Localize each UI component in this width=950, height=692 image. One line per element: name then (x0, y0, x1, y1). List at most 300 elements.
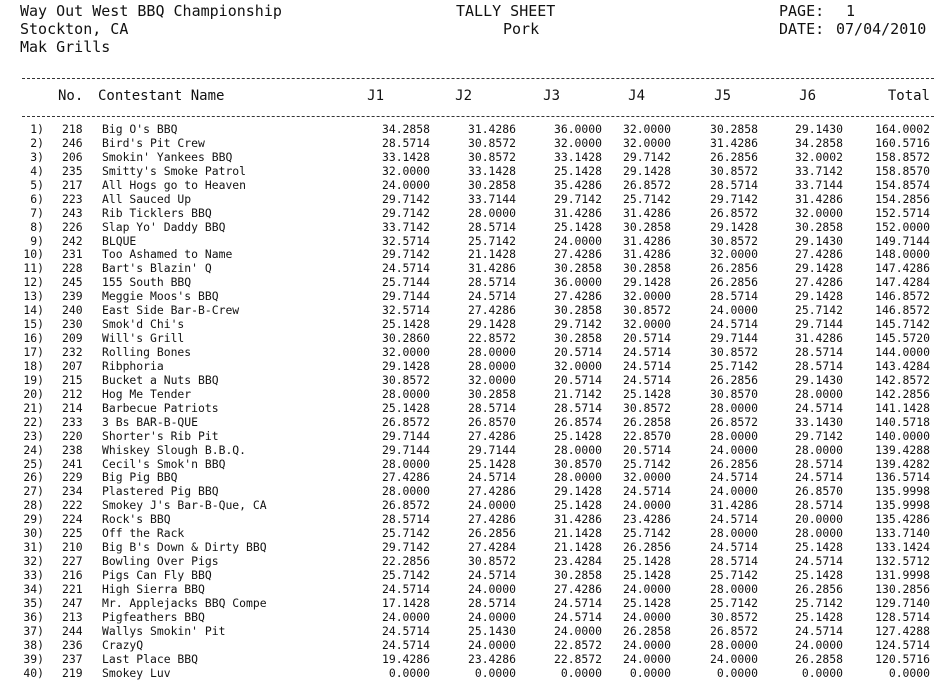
judge-6-score: 24.5714 (794, 400, 843, 415)
judge-5-score: 25.7142 (709, 595, 758, 610)
judge-4-score: 26.2858 (622, 623, 671, 638)
total-score: 0.0000 (888, 665, 930, 680)
judge-4-score: 24.5714 (622, 484, 671, 499)
contestant-number: 222 (62, 498, 83, 513)
contestant-number: 216 (62, 568, 83, 582)
judge-3-score: 29.7142 (553, 317, 602, 332)
table-row (0, 527, 950, 541)
contestant-number: 223 (62, 191, 83, 206)
judge-5-score: 28.0000 (709, 637, 758, 652)
judge-2-score: 24.0000 (467, 637, 516, 652)
total-score: 147.4284 (875, 275, 930, 290)
judge-2-score: 25.7142 (467, 233, 516, 248)
judge-5-score: 29.7144 (709, 331, 758, 346)
contestant-number: 214 (62, 400, 83, 415)
contestant-number: 230 (62, 317, 83, 332)
row-rank: 25) (23, 456, 44, 471)
contestant-number: 240 (62, 303, 83, 318)
judge-6-score: 25.7142 (794, 595, 843, 610)
judge-2-score: 30.2858 (467, 386, 516, 401)
judge-3-score: 27.4286 (553, 581, 602, 596)
judge-6-score: 0.0000 (801, 665, 843, 680)
row-rank: 38) (23, 637, 44, 652)
page-label: PAGE: (779, 2, 825, 20)
judge-6-score: 31.4286 (794, 191, 843, 206)
judge-5-score: 30.8572 (709, 345, 758, 359)
table-row (0, 639, 950, 653)
judge-1-score: 32.0000 (381, 345, 430, 359)
judge-6-score: 26.2858 (794, 651, 843, 666)
judge-5-score: 28.5714 (709, 177, 758, 192)
judge-3-score: 26.8574 (553, 414, 602, 429)
judge-2-score: 22.8572 (467, 331, 516, 346)
total-score: 141.1428 (875, 400, 930, 415)
table-row (0, 151, 950, 165)
judge-5-score: 26.2856 (709, 261, 758, 276)
contestant-number: 228 (62, 261, 83, 276)
total-score: 145.5720 (875, 331, 930, 346)
total-score: 127.4288 (875, 623, 930, 638)
row-rank: 34) (23, 581, 44, 596)
contestant-number: 226 (62, 219, 83, 234)
judge-4-score: 26.2856 (622, 540, 671, 555)
row-rank: 37) (23, 623, 44, 638)
table-row (0, 471, 950, 485)
contestant-name: Smokin' Yankees BBQ (102, 149, 233, 164)
contestant-number: 231 (62, 247, 83, 262)
table-row (0, 137, 950, 151)
total-score: 133.7140 (875, 526, 930, 541)
judge-5-score: 28.0000 (709, 428, 758, 443)
judge-3-score: 30.2858 (553, 261, 602, 276)
judge-4-score: 24.0000 (622, 609, 671, 624)
col-j6-header: J6 (799, 88, 816, 104)
table-row (0, 541, 950, 555)
judge-2-score: 31.4286 (467, 122, 516, 136)
row-rank: 19) (23, 372, 44, 387)
contestant-number: 215 (62, 372, 83, 387)
table-row (0, 597, 950, 611)
header-divider (22, 116, 934, 117)
judge-3-score: 28.0000 (553, 470, 602, 485)
judge-1-score: 29.7142 (381, 191, 430, 206)
judge-3-score: 29.1428 (553, 484, 602, 499)
contestant-number: 247 (62, 595, 83, 610)
judge-6-score: 24.5714 (794, 623, 843, 638)
judge-2-score: 25.1428 (467, 456, 516, 471)
contestant-name: Off the Rack (102, 526, 185, 541)
table-row (0, 416, 950, 430)
table-row (0, 569, 950, 583)
judge-5-score: 28.0000 (709, 400, 758, 415)
row-rank: 5) (30, 177, 44, 192)
row-rank: 24) (23, 442, 44, 457)
judge-5-score: 25.7142 (709, 358, 758, 373)
table-row (0, 332, 950, 346)
contestant-number: 237 (62, 651, 83, 666)
judge-2-score: 26.8570 (467, 414, 516, 429)
row-rank: 32) (23, 554, 44, 569)
judge-1-score: 28.5714 (381, 512, 430, 527)
judge-1-score: 33.1428 (381, 149, 430, 164)
contestant-name: CrazyQ (102, 637, 144, 652)
judge-1-score: 25.1428 (381, 317, 430, 332)
judge-2-score: 24.5714 (467, 289, 516, 304)
judge-5-score: 26.8572 (709, 414, 758, 429)
judge-6-score: 26.2856 (794, 581, 843, 596)
judge-2-score: 33.7144 (467, 191, 516, 206)
table-row (0, 290, 950, 304)
total-score: 152.5714 (875, 205, 930, 220)
judge-3-score: 22.8572 (553, 637, 602, 652)
judge-1-score: 24.5714 (381, 261, 430, 276)
contestant-name: Whiskey Slough B.B.Q. (102, 442, 247, 457)
table-row (0, 388, 950, 402)
total-score: 147.4286 (875, 261, 930, 276)
contestant-name: Big Pig BBQ (102, 470, 178, 485)
contestant-name: BLQUE (102, 233, 137, 248)
contestant-name: Pigs Can Fly BBQ (102, 568, 212, 582)
contestant-number: 221 (62, 581, 83, 596)
judge-4-score: 29.1428 (622, 275, 671, 290)
table-row (0, 374, 950, 388)
judge-6-score: 29.7144 (794, 317, 843, 332)
contestant-name: Smokey J's Bar-B-Que, CA (102, 498, 267, 513)
judge-3-score: 24.0000 (553, 623, 602, 638)
row-rank: 28) (23, 498, 44, 513)
contestant-name: Plastered Pig BBQ (102, 484, 219, 499)
judge-5-score: 30.8572 (709, 233, 758, 248)
table-row (0, 458, 950, 472)
judge-1-score: 26.8572 (381, 414, 430, 429)
judge-2-score: 28.5714 (467, 400, 516, 415)
judge-2-score: 26.2856 (467, 526, 516, 541)
judge-2-score: 28.0000 (467, 358, 516, 373)
judge-4-score: 25.7142 (622, 456, 671, 471)
judge-5-score: 26.2856 (709, 149, 758, 164)
judge-6-score: 24.0000 (794, 637, 843, 652)
table-row (0, 179, 950, 193)
total-score: 148.0000 (875, 247, 930, 262)
judge-3-score: 30.2858 (553, 568, 602, 582)
judge-4-score: 32.0000 (622, 122, 671, 136)
row-rank: 27) (23, 484, 44, 499)
contestant-number: 212 (62, 386, 83, 401)
contestant-number: 239 (62, 289, 83, 304)
judge-6-score: 29.7142 (794, 428, 843, 443)
judge-2-score: 27.4286 (467, 428, 516, 443)
judge-1-score: 25.1428 (381, 400, 430, 415)
contestant-name: All Sauced Up (102, 191, 192, 206)
judge-6-score: 24.5714 (794, 470, 843, 485)
judge-6-score: 28.0000 (794, 526, 843, 541)
total-score: 149.7144 (875, 233, 930, 248)
judge-4-score: 31.4286 (622, 233, 671, 248)
judge-2-score: 30.2858 (467, 177, 516, 192)
row-rank: 26) (23, 470, 44, 485)
judge-5-score: 30.2858 (709, 122, 758, 136)
judge-6-score: 34.2858 (794, 135, 843, 150)
judge-2-score: 30.8572 (467, 149, 516, 164)
contestant-name: Big O's BBQ (102, 122, 178, 136)
category-name: Pork (503, 20, 540, 38)
judge-6-score: 25.1428 (794, 568, 843, 582)
judge-3-score: 23.4284 (553, 554, 602, 569)
contestant-name: Bird's Pit Crew (102, 135, 205, 150)
total-score: 135.4286 (875, 512, 930, 527)
judge-1-score: 29.7144 (381, 289, 430, 304)
contestant-name: Last Place BBQ (102, 651, 199, 666)
date-label: DATE: (779, 20, 825, 38)
row-rank: 12) (23, 275, 44, 290)
row-rank: 8) (30, 219, 44, 234)
judge-2-score: 25.1430 (467, 623, 516, 638)
judge-4-score: 20.5714 (622, 331, 671, 346)
judge-3-score: 28.5714 (553, 400, 602, 415)
col-name-header: Contestant Name (98, 88, 225, 104)
judge-2-score: 29.1428 (467, 317, 516, 332)
judge-2-score: 24.5714 (467, 568, 516, 582)
judge-2-score: 27.4284 (467, 540, 516, 555)
row-rank: 31) (23, 540, 44, 555)
judge-3-score: 25.1428 (553, 498, 602, 513)
judge-5-score: 30.8570 (709, 386, 758, 401)
judge-4-score: 25.7142 (622, 191, 671, 206)
judge-2-score: 0.0000 (474, 665, 516, 680)
judge-3-score: 32.0000 (553, 135, 602, 150)
row-rank: 3) (30, 149, 44, 164)
row-rank: 39) (23, 651, 44, 666)
judge-4-score: 30.8572 (622, 400, 671, 415)
judge-2-score: 27.4286 (467, 512, 516, 527)
judge-3-score: 22.8572 (553, 651, 602, 666)
contestant-number: 242 (62, 233, 83, 248)
judge-5-score: 24.5714 (709, 470, 758, 485)
judge-5-score: 26.8572 (709, 205, 758, 220)
judge-6-score: 31.4286 (794, 331, 843, 346)
judge-6-score: 32.0000 (794, 205, 843, 220)
col-j3-header: J3 (543, 88, 560, 104)
row-rank: 15) (23, 317, 44, 332)
table-row (0, 430, 950, 444)
table-row (0, 248, 950, 262)
contestant-name: Rock's BBQ (102, 512, 171, 527)
judge-1-score: 25.7142 (381, 526, 430, 541)
judge-1-score: 24.5714 (381, 623, 430, 638)
judge-5-score: 32.0000 (709, 247, 758, 262)
row-rank: 23) (23, 428, 44, 443)
top-divider (22, 78, 934, 79)
table-row (0, 318, 950, 332)
judge-5-score: 24.0000 (709, 442, 758, 457)
judge-3-score: 25.1428 (553, 163, 602, 178)
judge-2-score: 27.4286 (467, 484, 516, 499)
judge-5-score: 31.4286 (709, 135, 758, 150)
judge-5-score: 26.2856 (709, 456, 758, 471)
judge-1-score: 24.5714 (381, 581, 430, 596)
total-score: 120.5716 (875, 651, 930, 666)
judge-4-score: 25.1428 (622, 568, 671, 582)
total-score: 128.5714 (875, 609, 930, 624)
judge-2-score: 24.0000 (467, 609, 516, 624)
judge-2-score: 23.4286 (467, 651, 516, 666)
table-row (0, 513, 950, 527)
contestant-name: High Sierra BBQ (102, 581, 205, 596)
judge-6-score: 28.0000 (794, 386, 843, 401)
judge-4-score: 31.4286 (622, 205, 671, 220)
contestant-number: 206 (62, 149, 83, 164)
table-row (0, 653, 950, 667)
contestant-number: 245 (62, 275, 83, 290)
judge-6-score: 25.1428 (794, 540, 843, 555)
row-rank: 9) (30, 233, 44, 248)
judge-5-score: 24.5714 (709, 512, 758, 527)
table-row (0, 499, 950, 513)
col-j5-header: J5 (714, 88, 731, 104)
contestant-name: Mr. Applejacks BBQ Compe (102, 595, 267, 610)
total-score: 146.8572 (875, 289, 930, 304)
contestant-name: Rib Ticklers BBQ (102, 205, 212, 220)
contestant-name: Smokey Luv (102, 665, 171, 680)
contestant-name: Ribphoria (102, 358, 164, 373)
table-row (0, 123, 950, 137)
table-row (0, 444, 950, 458)
judge-4-score: 26.8572 (622, 177, 671, 192)
judge-1-score: 32.5714 (381, 233, 430, 248)
judge-6-score: 29.1430 (794, 233, 843, 248)
row-rank: 16) (23, 331, 44, 346)
contestant-name: Will's Grill (102, 331, 185, 346)
total-score: 131.9998 (875, 568, 930, 582)
total-score: 139.4282 (875, 456, 930, 471)
judge-3-score: 30.2858 (553, 331, 602, 346)
judge-1-score: 24.0000 (381, 177, 430, 192)
judge-6-score: 28.5714 (794, 358, 843, 373)
total-score: 124.5714 (875, 637, 930, 652)
judge-3-score: 32.0000 (553, 358, 602, 373)
judge-2-score: 28.5714 (467, 219, 516, 234)
contestant-name: 155 South BBQ (102, 275, 192, 290)
judge-5-score: 24.0000 (709, 303, 758, 318)
contestant-name: Cecil's Smok'n BBQ (102, 456, 226, 471)
table-row (0, 667, 950, 681)
row-rank: 4) (30, 163, 44, 178)
contestant-number: 225 (62, 526, 83, 541)
judge-3-score: 24.0000 (553, 233, 602, 248)
contestant-name: All Hogs go to Heaven (102, 177, 247, 192)
row-rank: 36) (23, 609, 44, 624)
judge-2-score: 31.4286 (467, 261, 516, 276)
judge-3-score: 31.4286 (553, 512, 602, 527)
judge-6-score: 33.7142 (794, 163, 843, 178)
table-row (0, 304, 950, 318)
judge-5-score: 24.0000 (709, 484, 758, 499)
judge-5-score: 30.8572 (709, 163, 758, 178)
judge-5-score: 24.5714 (709, 317, 758, 332)
judge-6-score: 32.0002 (794, 149, 843, 164)
judge-3-score: 36.0000 (553, 275, 602, 290)
tally-table (0, 123, 950, 681)
table-row (0, 346, 950, 360)
judge-4-score: 24.0000 (622, 651, 671, 666)
judge-6-score: 29.1430 (794, 122, 843, 136)
contestant-name: Slap Yo' Daddy BBQ (102, 219, 226, 234)
row-rank: 29) (23, 512, 44, 527)
judge-3-score: 24.5714 (553, 609, 602, 624)
total-score: 164.0002 (875, 122, 930, 136)
judge-4-score: 30.2858 (622, 219, 671, 234)
total-score: 143.4284 (875, 358, 930, 373)
judge-5-score: 31.4286 (709, 498, 758, 513)
contestant-number: 238 (62, 442, 83, 457)
col-j1-header: J1 (367, 88, 384, 104)
judge-1-score: 27.4286 (381, 470, 430, 485)
judge-6-score: 29.1428 (794, 289, 843, 304)
judge-1-score: 29.7144 (381, 428, 430, 443)
judge-1-score: 25.7142 (381, 568, 430, 582)
judge-2-score: 28.5714 (467, 275, 516, 290)
judge-1-score: 17.1428 (381, 595, 430, 610)
judge-6-score: 33.7144 (794, 177, 843, 192)
row-rank: 1) (30, 122, 44, 136)
judge-3-score: 21.1428 (553, 526, 602, 541)
total-score: 152.0000 (875, 219, 930, 234)
row-rank: 10) (23, 247, 44, 262)
table-row (0, 262, 950, 276)
table-row (0, 207, 950, 221)
contestant-number: 234 (62, 484, 83, 499)
judge-4-score: 24.0000 (622, 498, 671, 513)
judge-5-score: 24.0000 (709, 651, 758, 666)
judge-6-score: 29.1430 (794, 372, 843, 387)
judge-1-score: 25.7144 (381, 275, 430, 290)
row-rank: 2) (30, 135, 44, 150)
table-row (0, 583, 950, 597)
judge-4-score: 32.0000 (622, 317, 671, 332)
contestant-name: Bart's Blazin' Q (102, 261, 212, 276)
contestant-number: 218 (62, 122, 83, 136)
judge-4-score: 30.8572 (622, 303, 671, 318)
table-row (0, 165, 950, 179)
judge-4-score: 32.0000 (622, 289, 671, 304)
contestant-number: 209 (62, 331, 83, 346)
judge-1-score: 28.0000 (381, 484, 430, 499)
judge-6-score: 20.0000 (794, 512, 843, 527)
judge-3-score: 27.4286 (553, 289, 602, 304)
contestant-name: Shorter's Rib Pit (102, 428, 219, 443)
judge-3-score: 30.2858 (553, 303, 602, 318)
row-rank: 18) (23, 358, 44, 373)
judge-4-score: 24.0000 (622, 637, 671, 652)
judge-5-score: 28.5714 (709, 554, 758, 569)
judge-1-score: 29.7142 (381, 247, 430, 262)
judge-2-score: 21.1428 (467, 247, 516, 262)
date-value: 07/04/2010 (836, 20, 927, 38)
judge-4-score: 25.7142 (622, 526, 671, 541)
judge-3-score: 31.4286 (553, 205, 602, 220)
judge-1-score: 30.8572 (381, 372, 430, 387)
contestant-number: 241 (62, 456, 83, 471)
total-score: 135.9998 (875, 498, 930, 513)
contestant-name: Smok'd Chi's (102, 317, 185, 332)
judge-4-score: 24.5714 (622, 345, 671, 359)
contestant-number: 246 (62, 135, 83, 150)
judge-3-score: 29.7142 (553, 191, 602, 206)
judge-3-score: 0.0000 (560, 665, 602, 680)
contestant-number: 220 (62, 428, 83, 443)
table-row (0, 485, 950, 499)
judge-1-score: 29.7144 (381, 442, 430, 457)
